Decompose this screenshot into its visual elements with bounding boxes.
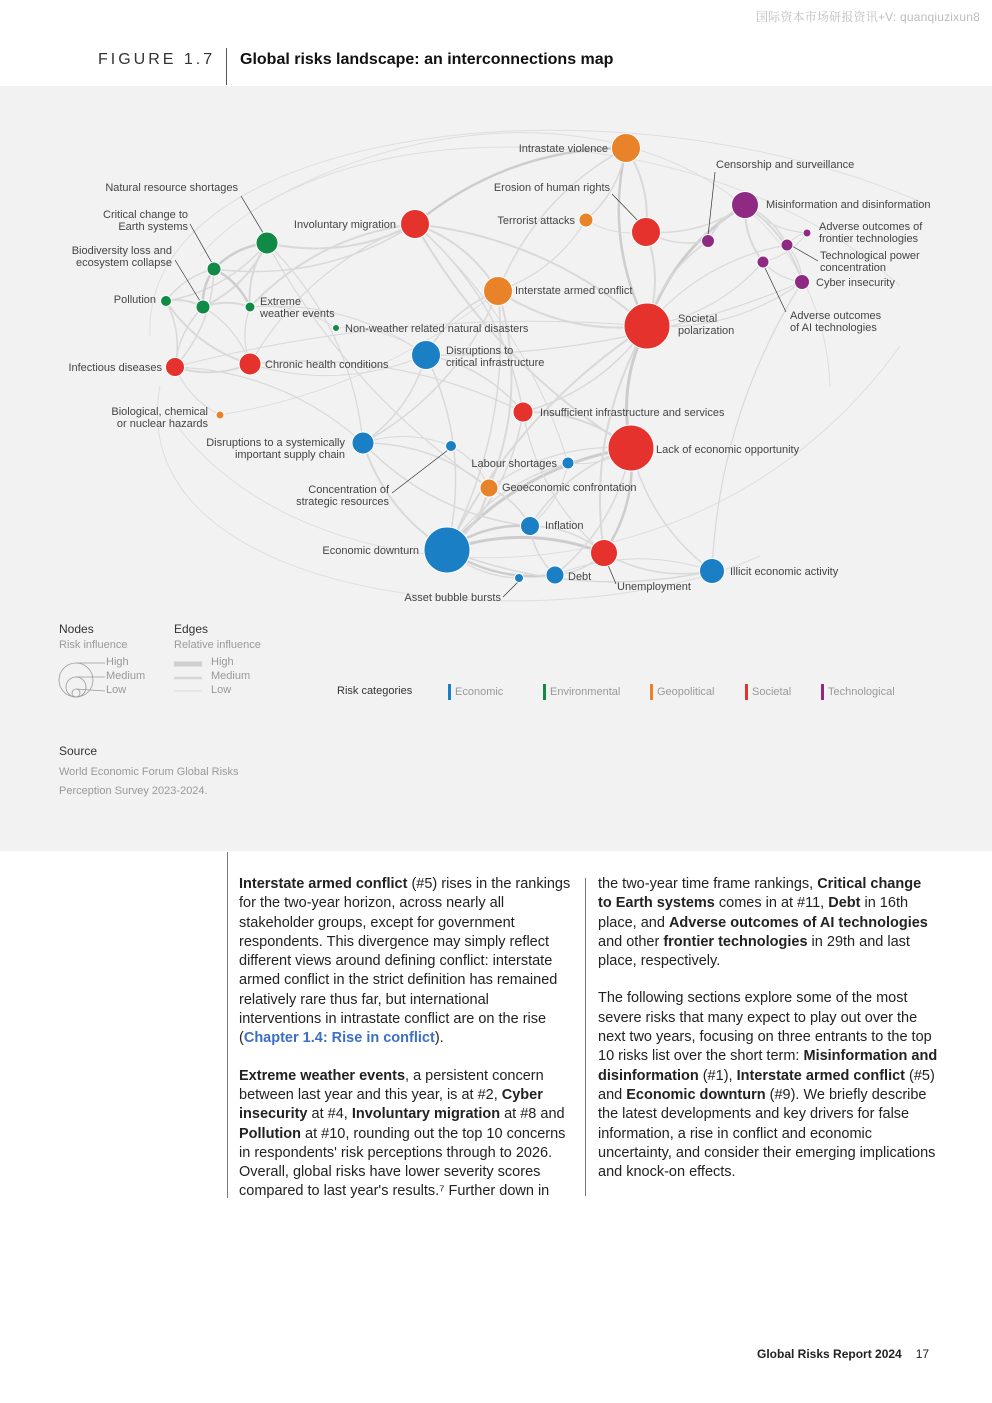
node-label-bubble: Asset bubble bursts bbox=[404, 592, 501, 604]
node-armed bbox=[484, 277, 513, 306]
legend-category-societal: Societal bbox=[745, 684, 791, 700]
node-label-nonweather: Non-weather related natural disasters bbox=[345, 323, 529, 335]
node-label-extreme: Extreme weather events bbox=[260, 296, 335, 320]
node-techpower bbox=[781, 239, 793, 251]
node-label-infectious: Infectious diseases bbox=[68, 362, 162, 374]
node-erosion bbox=[632, 218, 661, 247]
col1-paragraph-1: Interstate armed conflict (#5) rises in the rankings for the two-year horizon, across nearly all stakeholder groups, except for government respondents. This divergence may simply reflect different views around defining conflict: interstate armed conflict in the strict definition has remained relatively rare thus far, but international interventions in intrastate conflict are on the rise (Chapter 1.4: Rise in conflict). bbox=[239, 876, 571, 1047]
edge-supply-concentration bbox=[363, 437, 451, 446]
node-label-techpower: Technological power concentration bbox=[820, 250, 920, 274]
legend-edges-subtitle: Relative influence bbox=[174, 639, 261, 651]
node-insufficient bbox=[513, 402, 533, 422]
node-debt bbox=[546, 566, 564, 584]
node-intrastate bbox=[612, 134, 641, 163]
legend-categories-title: Risk categories bbox=[337, 685, 413, 697]
node-label-supply: Disruptions to a systemically important supply chain bbox=[206, 437, 345, 461]
node-chronic bbox=[239, 353, 261, 375]
node-geoecon bbox=[480, 479, 498, 497]
node-label-adv_ai: Adverse outcomes of AI technologies bbox=[790, 310, 882, 334]
figure-divider bbox=[226, 48, 227, 85]
bold-term: Debt bbox=[828, 895, 861, 912]
node-label-chronic: Chronic health conditions bbox=[265, 359, 389, 371]
legend-edge-level-low: Low bbox=[211, 684, 232, 696]
node-label-disrupt_infra: Disruptions to critical infrastructure bbox=[446, 345, 545, 369]
edge-critical-infectious bbox=[175, 269, 214, 367]
node-label-concentration: Concentration of strategic resources bbox=[296, 484, 389, 508]
legend-node-sizes bbox=[55, 654, 111, 700]
node-label-pollution: Pollution bbox=[113, 294, 156, 306]
leader-line-bubble bbox=[503, 582, 518, 597]
body-column-2 bbox=[598, 875, 938, 1200]
bold-term: Pollution bbox=[239, 1125, 302, 1142]
leader-line-concentration bbox=[392, 450, 448, 493]
legend-node-level-high: High bbox=[106, 656, 129, 668]
node-downturn bbox=[424, 527, 470, 573]
node-misinfo bbox=[732, 192, 759, 219]
edge-unemployment-illicit bbox=[604, 553, 712, 574]
node-biodiv bbox=[196, 300, 210, 314]
legend-node-medium bbox=[66, 677, 86, 697]
footer-page-number: 17 bbox=[915, 1347, 930, 1361]
legend-edge-level-medium: Medium bbox=[211, 670, 251, 682]
node-censorship bbox=[702, 235, 715, 248]
edge-polarization-cyber bbox=[647, 282, 802, 327]
body-column-1 bbox=[239, 875, 574, 1220]
leader-line-critical bbox=[190, 224, 212, 263]
col1-paragraph-2: Extreme weather events, a persistent concern between last year and this year, is at #2, Cyber insecurity at #4, Involuntary migration at #8 and Pollution at #10, rounding out the top 10 concerns in respondents' risk perceptions through to 2026. Overall, global risks have lower severity scores compared to last year's results.⁷ Further down in bbox=[239, 1067, 566, 1200]
legend-edge-level-high: High bbox=[211, 656, 234, 668]
node-migration bbox=[401, 210, 430, 239]
bold-term: Interstate armed conflict bbox=[239, 876, 408, 892]
node-supply bbox=[352, 432, 374, 454]
node-label-biodiv: Biodiversity loss and ecosystem collapse bbox=[71, 245, 172, 269]
column-rule-left bbox=[227, 852, 228, 1198]
node-adv_frontier bbox=[803, 229, 811, 237]
column-rule-right bbox=[585, 878, 586, 1196]
interconnections-map bbox=[0, 86, 992, 851]
node-bubble bbox=[515, 574, 524, 583]
edge-armed-migration bbox=[415, 224, 498, 291]
legend-node-level-medium: Medium bbox=[106, 670, 146, 682]
legend-node-low bbox=[72, 689, 80, 697]
node-label-natres: Natural resource shortages bbox=[105, 182, 238, 194]
figure-label: FIGURE 1.7 bbox=[98, 51, 216, 68]
bold-term: Adverse outcomes of AI technologies bbox=[668, 914, 928, 931]
edge-supply-natres bbox=[267, 243, 363, 443]
bold-term: Cyber insecurity bbox=[239, 1086, 543, 1123]
node-labour bbox=[562, 457, 574, 469]
node-label-debt: Debt bbox=[568, 571, 592, 583]
page-footer bbox=[757, 1347, 929, 1361]
node-infectious bbox=[166, 358, 185, 377]
node-label-misinfo: Misinformation and disinformation bbox=[766, 199, 931, 211]
node-label-lack_opp: Lack of economic opportunity bbox=[656, 444, 800, 456]
node-label-unemployment: Unemployment bbox=[617, 581, 691, 593]
figure-title: Global risks landscape: an interconnections map bbox=[240, 51, 614, 68]
node-label-migration: Involuntary migration bbox=[293, 219, 396, 231]
node-label-polarization: Societal polarization bbox=[678, 313, 735, 337]
legend-nodes-subtitle: Risk influence bbox=[59, 639, 128, 651]
node-label-geoecon: Geoeconomic confrontation bbox=[502, 482, 637, 494]
node-terror bbox=[579, 213, 593, 227]
legend-category-geopolitical: Geopolitical bbox=[650, 684, 714, 700]
edge-armed-terror bbox=[498, 220, 586, 291]
edge-supply-geoecon bbox=[363, 443, 489, 488]
node-label-illicit: Illicit economic activity bbox=[730, 566, 839, 578]
figure-header bbox=[0, 48, 992, 86]
figure-panel bbox=[0, 86, 992, 851]
legend-node-high bbox=[59, 663, 93, 697]
bold-term: Economic downturn bbox=[626, 1086, 766, 1103]
node-label-intrastate: Intrastate violence bbox=[518, 143, 608, 155]
node-nonweather bbox=[333, 325, 340, 332]
bold-term: Critical change to Earth systems bbox=[598, 876, 922, 912]
node-inflation bbox=[521, 517, 540, 536]
bold-term: frontier technologies bbox=[663, 933, 808, 950]
node-disrupt_infra bbox=[412, 341, 441, 370]
legend-category-environmental: Environmental bbox=[543, 684, 620, 700]
node-unemployment bbox=[591, 540, 618, 567]
legend-category-economic: Economic bbox=[448, 684, 503, 700]
node-label-adv_frontier: Adverse outcomes of frontier technologies bbox=[819, 221, 923, 245]
node-label-terror: Terrorist attacks bbox=[497, 215, 575, 227]
node-label-downturn: Economic downturn bbox=[322, 545, 419, 557]
node-adv_ai bbox=[757, 256, 769, 268]
node-label-labour: Labour shortages bbox=[471, 458, 557, 470]
node-label-critical: Critical change to Earth systems bbox=[103, 209, 188, 233]
node-lack_opp bbox=[608, 425, 654, 471]
top-watermark-note: 国际资本市场研报资讯+V: quanqiuzixun8 bbox=[755, 10, 980, 24]
node-concentration bbox=[446, 441, 457, 452]
col2-paragraph-2: The following sections explore some of the most severe risks that many expect to play out over the next two years, focusing on three entrants to the top 10 risks list over the short term: Misinformation and disinformation (#1), Interstate armed conflict (#5) and Economic downturn (#9). We briefly describe the latest developments and key drivers for false information, a rise in conflict and economic uncertainty, and consider their emerging implications and knock-on effects. bbox=[598, 990, 938, 1181]
node-label-erosion: Erosion of human rights bbox=[493, 182, 610, 194]
node-label-armed: Interstate armed conflict bbox=[515, 285, 633, 297]
node-illicit bbox=[700, 559, 725, 584]
node-natres bbox=[256, 232, 278, 254]
legend-node-level-low: Low bbox=[106, 684, 127, 696]
legend-category-technological: Technological bbox=[821, 684, 895, 700]
node-label-bio: Biological, chemical or nuclear hazards bbox=[111, 406, 208, 430]
node-pollution bbox=[161, 296, 172, 307]
bold-term: Misinformation and disinformation bbox=[598, 1048, 938, 1084]
bold-term: Involuntary migration bbox=[351, 1106, 501, 1123]
legend-nodes-title: Nodes bbox=[59, 622, 94, 636]
footer-report-name: Global Risks Report 2024 bbox=[757, 1347, 902, 1361]
node-label-censorship: Censorship and surveillance bbox=[716, 159, 855, 171]
node-label-cyber: Cyber insecurity bbox=[816, 277, 895, 289]
node-label-insufficient: Insufficient infrastructure and services bbox=[540, 407, 725, 419]
source-title: Source bbox=[59, 744, 98, 758]
source-text: World Economic Forum Global Risks Perception Survey 2023-2024. bbox=[59, 766, 239, 797]
node-extreme bbox=[245, 302, 255, 312]
node-critical bbox=[207, 262, 221, 276]
bold-term: Interstate armed conflict bbox=[736, 1067, 905, 1084]
node-polarization bbox=[624, 303, 670, 349]
col2-paragraph-1: the two-year time frame rankings, Critical change to Earth systems comes in at #11, Debt in 16th place, and Adverse outcomes of AI technologies and other frontier technologies in 29th and last place, respectively. bbox=[598, 876, 928, 970]
node-cyber bbox=[795, 275, 810, 290]
legend-edges-title: Edges bbox=[174, 622, 209, 636]
leader-line-biodiv bbox=[175, 260, 200, 301]
node-label-inflation: Inflation bbox=[545, 520, 584, 532]
legend-edge-widths bbox=[174, 658, 204, 694]
edge-misinfo-erosion bbox=[646, 205, 745, 233]
bold-term: Extreme weather events bbox=[239, 1067, 406, 1084]
node-bio bbox=[216, 411, 224, 419]
chapter-link[interactable]: Chapter 1.4: Rise in conflict bbox=[243, 1030, 435, 1047]
